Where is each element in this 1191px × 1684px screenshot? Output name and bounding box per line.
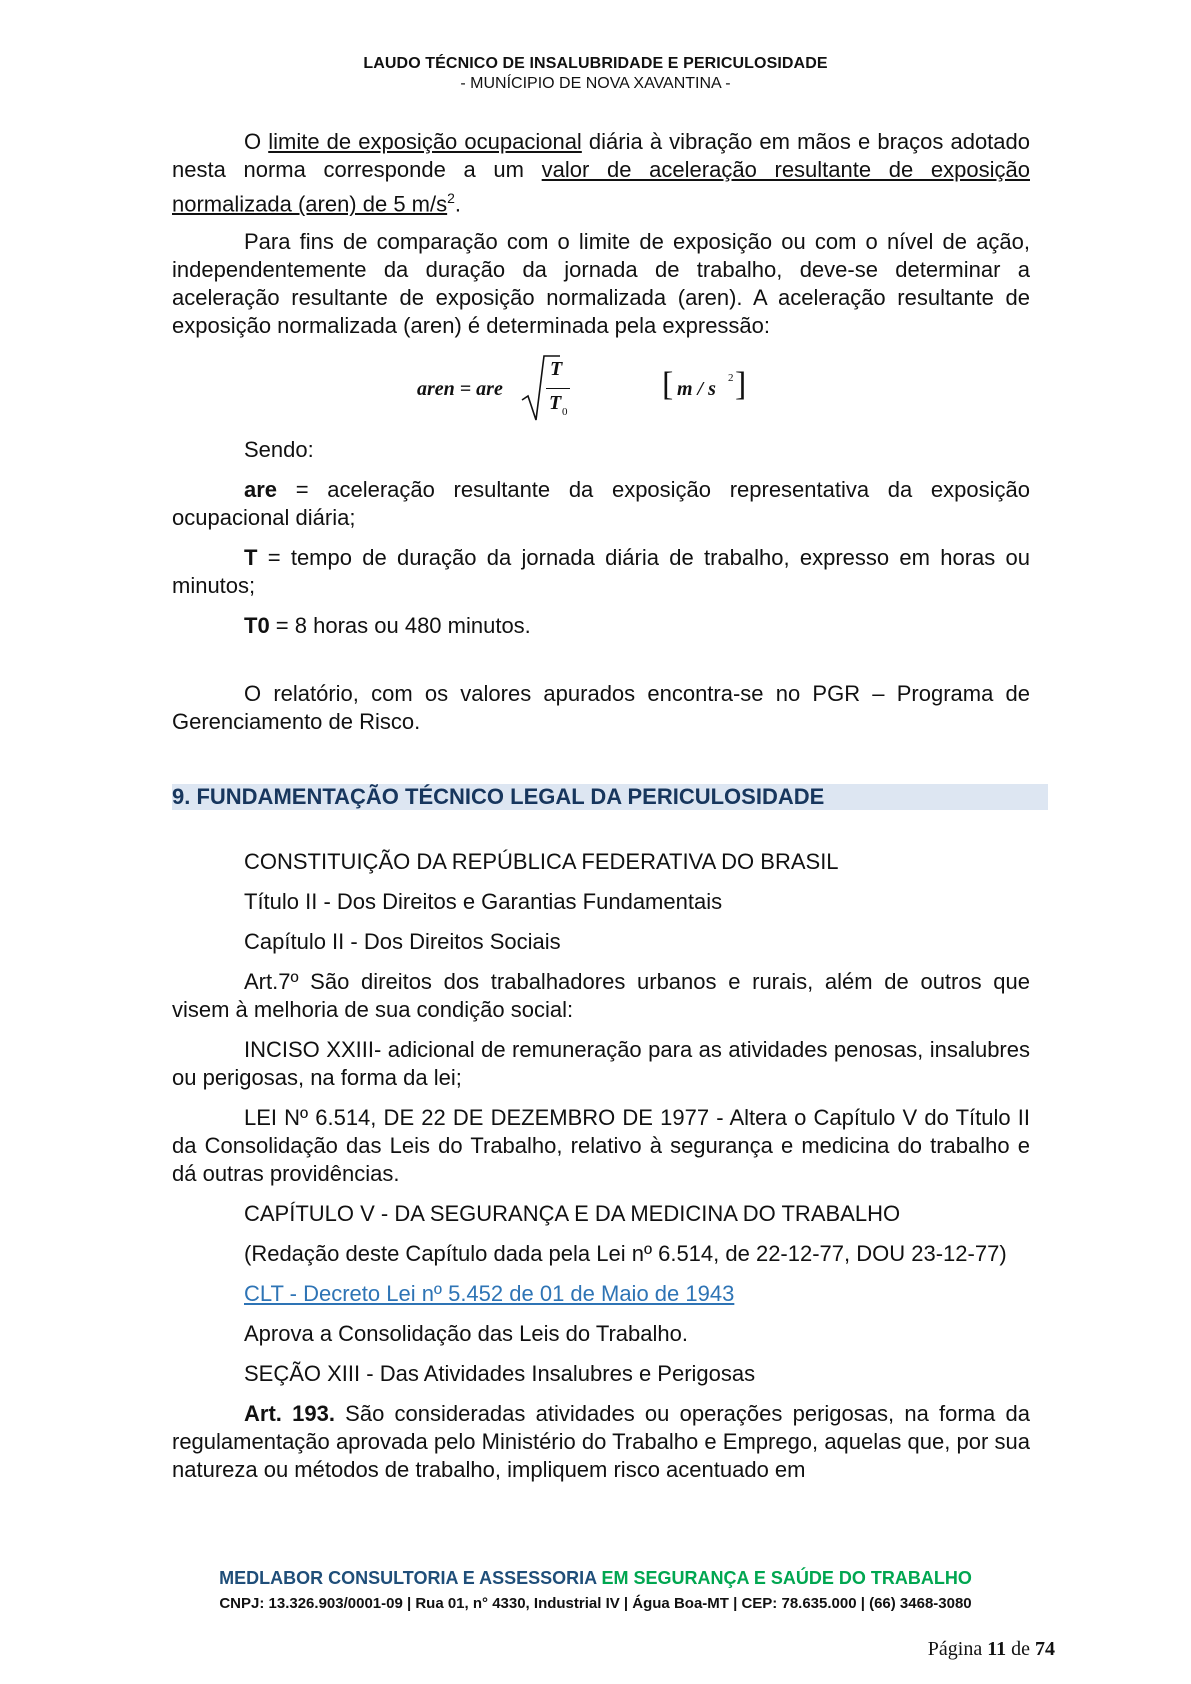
formula: [172, 350, 1030, 430]
constitution-line: CONSTITUIÇÃO DA REPÚBLICA FEDERATIVA DO BRASIL: [244, 849, 839, 875]
fraction-numerator: T: [550, 358, 563, 381]
law-6514: LEI Nº 6.514, DE 22 DE DEZEMBRO DE 1977 - Altera o Capítulo V do Título II da Consolidação das Leis do Trabalho, relativo à segurança e medicina do trabalho e dá outras providências.: [172, 1105, 1030, 1187]
unit-right-bracket: ]: [735, 366, 747, 404]
formula-lhs: aren = are: [417, 378, 503, 401]
definition-text: = tempo de duração da jornada diária de trabalho, expresso em horas ou minutos;: [172, 545, 1030, 599]
definition-text: = 8 horas ou 480 minutos.: [269, 613, 531, 639]
article-text: São consideradas atividades ou operações perigosas, na forma da regulamentação aprovada pelo Ministério do Trabalho e Emprego, aquelas que, por sua natureza ou métodos de trabalho, impliquem risco acentuado em: [172, 1401, 1030, 1483]
company-name-part: MEDLABOR CONSULTORIA E ASSESSORIA: [219, 1568, 597, 1588]
definition-are: [172, 476, 1030, 532]
section-heading: 9. FUNDAMENTAÇÃO TÉCNICO LEGAL DA PERICULOSIDADE: [172, 784, 1048, 810]
definition-term: are: [244, 477, 278, 503]
total-pages: 74: [1035, 1638, 1055, 1660]
approval-line: Aprova a Consolidação das Leis do Trabalho.: [244, 1321, 688, 1347]
chapter-line: Capítulo II - Dos Direitos Sociais: [244, 929, 561, 955]
fraction-bar: [546, 388, 570, 389]
page-number: [928, 1638, 1055, 1661]
sendo-label: Sendo:: [244, 437, 314, 463]
definition-term: T: [244, 545, 258, 571]
text-fragment: diária à vibração em mãos e braços adotado nesta norma corresponde a um: [172, 129, 1030, 182]
article-7: Art.7º São direitos dos trabalhadores urbanos e rurais, além de outros que visem à melhoria de sua condição social:: [172, 969, 1030, 1023]
definition-t: [172, 544, 1030, 600]
chapter-v: CAPÍTULO V - DA SEGURANÇA E DA MEDICINA DO TRABALHO: [244, 1201, 901, 1227]
text-fragment: O: [244, 129, 269, 154]
section-xiii: SEÇÃO XIII - Das Atividades Insalubres e Perigosas: [244, 1361, 756, 1387]
paragraph-limit: [172, 128, 1030, 218]
inciso-xxiii: INCISO XXIII- adicional de remuneração para as atividades penosas, insalubres ou perigosas, na forma da lei;: [172, 1037, 1030, 1091]
clt-link-line: [172, 1280, 1030, 1308]
unit-text: m / s: [677, 378, 716, 401]
title-line: Título II - Dos Direitos e Garantias Fundamentais: [244, 889, 723, 915]
definition-term: T0: [244, 613, 270, 639]
chapter-note: (Redação deste Capítulo dada pela Lei nº 6.514, de 22-12-77, DOU 23-12-77): [244, 1241, 1007, 1267]
company-address: CNPJ: 13.326.903/0001-09 | Rua 01, n° 4330, Industrial IV | Água Boa-MT | CEP: 78.635.000 | (66) 3468-3080: [219, 1595, 972, 1612]
company-name-part: EM SEGURANÇA E SAÚDE DO TRABALHO: [596, 1568, 972, 1588]
text-fragment: .: [454, 191, 462, 217]
current-page: 11: [987, 1638, 1007, 1660]
page-footer: [0, 1568, 1191, 1612]
underlined-text: valor de aceleração resultante de exposição normalizada (aren) de 5 m/s: [172, 157, 1030, 217]
page-label: Página: [927, 1638, 988, 1660]
fraction-denominator: T: [549, 392, 562, 415]
definition-text: = aceleração resultante da exposição representativa da exposição ocupacional diária;: [172, 477, 1030, 531]
article-193: [172, 1400, 1030, 1484]
paragraph-relatorio: O relatório, com os valores apurados encontra-se no PGR – Programa de Gerenciamento de Risco.: [172, 681, 1030, 735]
page-header: [0, 55, 1191, 93]
clt-link[interactable]: CLT - Decreto Lei nº 5.452 de 01 de Maio de 1943: [244, 1281, 735, 1307]
page-sep: de: [1006, 1638, 1035, 1660]
paragraph-comparison: Para fins de comparação com o limite de exposição ou com o nível de ação, independentemente da duração da jornada de trabalho, deve-se determinar a aceleração resultante de exposição normalizada (aren). A aceleração resultante de exposição normalizada (aren) é determinada pela expressão:: [172, 229, 1030, 339]
underlined-text: limite de exposição ocupacional: [268, 129, 582, 154]
unit-superscript: 2: [728, 372, 734, 385]
denominator-subscript: 0: [562, 406, 568, 419]
definition-t0: [172, 612, 1030, 640]
document-subtitle: - MUNÍCIPIO DE NOVA XAVANTINA -: [460, 75, 731, 92]
article-label: Art. 193.: [244, 1401, 335, 1427]
document-title: LAUDO TÉCNICO DE INSALUBRIDADE E PERICULOSIDADE: [363, 55, 828, 72]
company-name: [0, 1568, 1191, 1589]
page-content: [172, 128, 1030, 1484]
unit-left-bracket: [: [662, 366, 674, 404]
superscript: 2: [447, 190, 455, 206]
